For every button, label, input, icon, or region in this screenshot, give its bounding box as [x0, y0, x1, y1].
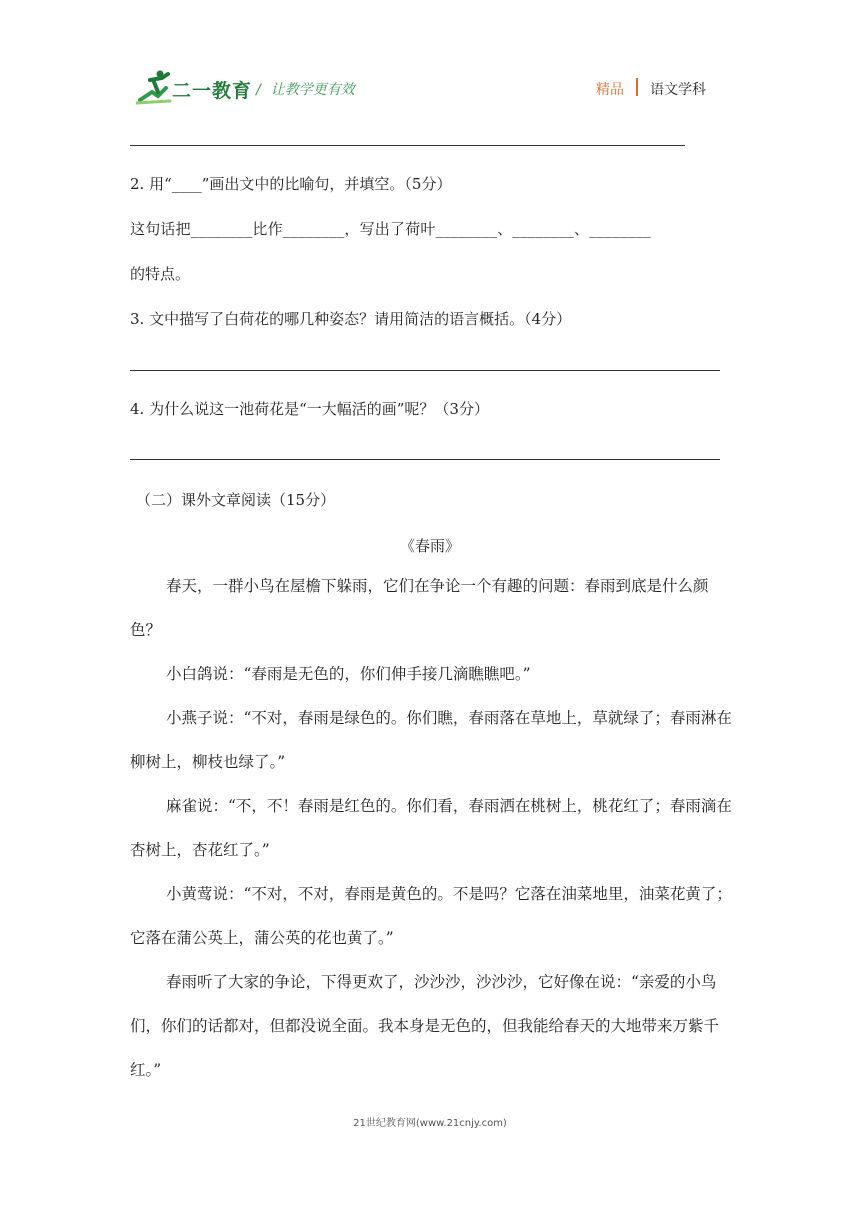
slogan-separator: /: [256, 82, 261, 98]
question-3-title: 3. 文中描写了白荷花的哪几种姿态？请用简洁的语言概括。（4分）: [130, 310, 572, 328]
answer-line-2: [130, 370, 720, 371]
paragraph: 春天，一群小鸟在屋檐下躲雨，它们在争论一个有趣的问题：春雨到底是什么颜色？: [130, 577, 709, 639]
question-2-tail: 的特点。: [130, 265, 191, 283]
paragraph: 春雨听了大家的争论，下得更欢了，沙沙沙，沙沙沙，它好像在说：“亲爱的小鸟们，你们的话都对，但都没说全面。我本身是无色的，但我能给春天的大地带来万紫千红。”: [130, 973, 720, 1079]
paragraph: 麻雀说：“不，不！春雨是红色的。你们看，春雨洒在桃树上，桃花红了；春雨滴在杏树上，杏花红了。”: [130, 797, 732, 859]
header-divider: [636, 78, 638, 96]
article-title: 《春雨》: [399, 537, 460, 555]
question-4-title: 4. 为什么说这一池荷花是“一大幅活的画”呢？（3分）: [130, 400, 489, 418]
paragraph: 小黄莺说：“不对，不对，春雨是黄色的。不是吗？它落在油菜地里，油菜花黄了；它落在蒲公英上，蒲公英的花也黄了。”: [130, 885, 732, 947]
subject-label: 语文学科: [650, 82, 706, 98]
paragraph: 小燕子说：“不对，春雨是绿色的。你们瞧，春雨落在草地上，草就绿了；春雨淋在柳树上，柳枝也绿了。”: [130, 709, 732, 771]
slogan: [256, 79, 355, 99]
question-2-title: 2. 用“____”画出文中的比喻句，并填空。（5分）: [130, 175, 452, 193]
section-heading: （二）课外文章阅读（15分）: [136, 491, 336, 509]
question-2-fill: 这句话把________比作________，写出了荷叶________、________、________: [130, 220, 651, 238]
footer-source: 21世纪教育网(www.21cnjy.com): [353, 1118, 507, 1129]
answer-line-3: [130, 459, 720, 460]
page-header: [0, 0, 860, 120]
paragraph: 小白鸽说：“春雨是无色的，你们伸手接几滴瞧瞧吧。”: [166, 665, 531, 683]
quality-label: 精品: [596, 82, 624, 98]
logo-text: 二一教育: [172, 80, 253, 102]
slogan-text: 让教学更有效: [270, 82, 355, 98]
answer-line-1: [130, 145, 685, 146]
